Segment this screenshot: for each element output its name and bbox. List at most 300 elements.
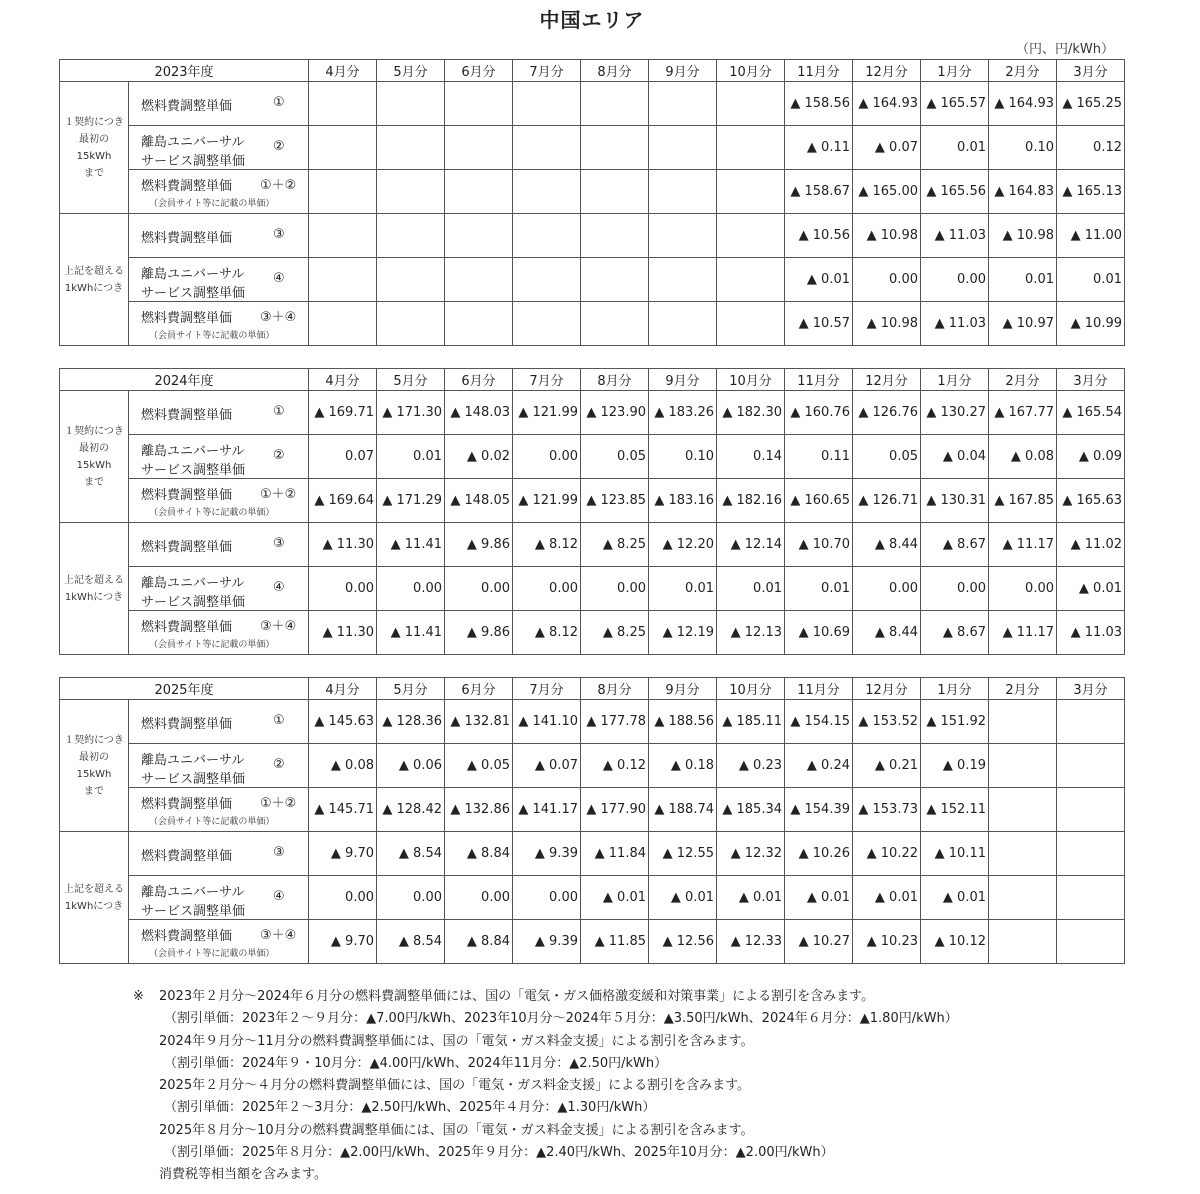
- month-header: 9月分: [649, 678, 717, 700]
- month-header: 8月分: [581, 369, 649, 391]
- value-cell: ▲ 121.99: [513, 479, 581, 523]
- value-cell: ▲ 9.39: [513, 920, 581, 964]
- value-cell: 0.05: [853, 435, 921, 479]
- month-header: 6月分: [445, 369, 513, 391]
- value-cell: ▲ 164.93: [989, 82, 1057, 126]
- value-cell: ▲ 185.11: [717, 700, 785, 744]
- row-label-text: サービス調整単価: [141, 595, 246, 610]
- table-row: [60, 435, 1125, 479]
- value-cell: ▲ 0.02: [445, 435, 513, 479]
- value-cell: ▲ 154.39: [785, 788, 853, 832]
- value-cell: [513, 214, 581, 258]
- value-cell: [377, 170, 445, 214]
- row-mark: ①＋②: [260, 796, 297, 811]
- value-cell: 0.01: [1057, 258, 1125, 302]
- value-cell: ▲ 160.76: [785, 391, 853, 435]
- member-site-note: （会員サイト等に記載の単価）: [149, 508, 275, 518]
- value-cell: ▲ 0.01: [853, 876, 921, 920]
- value-cell: ▲ 9.39: [513, 832, 581, 876]
- value-cell: ▲ 9.70: [309, 920, 377, 964]
- value-cell: ▲ 10.12: [921, 920, 989, 964]
- group-label-line: まで: [84, 167, 104, 179]
- month-header: 10月分: [717, 369, 785, 391]
- value-cell: ▲ 0.08: [309, 744, 377, 788]
- value-cell: ▲ 11.30: [309, 611, 377, 655]
- value-cell: ▲ 11.03: [921, 302, 989, 346]
- value-cell: ▲ 0.11: [785, 126, 853, 170]
- value-cell: ▲ 164.93: [853, 82, 921, 126]
- footnote-line: 2023年２月分～2024年６月分の燃料費調整単価には、国の「電気・ガス価格激変緩和対策事業」による割引を含みます。: [159, 989, 875, 1004]
- value-cell: [377, 82, 445, 126]
- value-cell: ▲ 0.01: [649, 876, 717, 920]
- row-mark: ①: [273, 404, 285, 419]
- group-first-15kwh: [60, 700, 129, 832]
- value-cell: ▲ 0.01: [921, 876, 989, 920]
- value-cell: ▲ 9.70: [309, 832, 377, 876]
- value-cell: ▲ 10.26: [785, 832, 853, 876]
- month-header: 3月分: [1057, 678, 1125, 700]
- value-cell: 0.00: [513, 876, 581, 920]
- value-cell: ▲ 10.22: [853, 832, 921, 876]
- value-cell: ▲ 148.05: [445, 479, 513, 523]
- month-header: 2月分: [989, 678, 1057, 700]
- table-row: [60, 126, 1125, 170]
- value-cell: [649, 126, 717, 170]
- value-cell: ▲ 9.86: [445, 523, 513, 567]
- value-cell: ▲ 9.86: [445, 611, 513, 655]
- value-cell: ▲ 8.54: [377, 832, 445, 876]
- row-label: [129, 832, 309, 876]
- month-header: 5月分: [377, 678, 445, 700]
- row-label-text: 離島ユニバーサル: [141, 444, 245, 459]
- group-label-line: 上記を超える: [64, 883, 124, 895]
- value-cell: [1057, 920, 1125, 964]
- row-mark: ②: [273, 448, 285, 463]
- row-label: [129, 523, 309, 567]
- value-cell: [717, 82, 785, 126]
- value-cell: [581, 126, 649, 170]
- value-cell: 0.01: [921, 126, 989, 170]
- value-cell: ▲ 12.19: [649, 611, 717, 655]
- value-cell: ▲ 130.31: [921, 479, 989, 523]
- value-cell: [581, 214, 649, 258]
- value-cell: ▲ 10.98: [853, 214, 921, 258]
- row-label-text: サービス調整単価: [141, 154, 246, 169]
- member-site-note: （会員サイト等に記載の単価）: [149, 331, 275, 341]
- value-cell: ▲ 12.32: [717, 832, 785, 876]
- value-cell: ▲ 185.34: [717, 788, 785, 832]
- month-header: 12月分: [853, 369, 921, 391]
- value-cell: ▲ 128.36: [377, 700, 445, 744]
- value-cell: ▲ 167.77: [989, 391, 1057, 435]
- value-cell: 0.11: [785, 435, 853, 479]
- month-header: 6月分: [445, 60, 513, 82]
- value-cell: 0.00: [513, 435, 581, 479]
- value-cell: [445, 170, 513, 214]
- value-cell: [513, 302, 581, 346]
- value-cell: ▲ 0.01: [717, 876, 785, 920]
- footnote-line: （割引単価：2025年２～3月分：▲2.50円/kWh、2025年４月分：▲1.30円/kWh）: [164, 1100, 656, 1116]
- row-label: [129, 920, 309, 964]
- group-label-line: まで: [84, 785, 104, 797]
- member-site-note: （会員サイト等に記載の単価）: [149, 817, 275, 827]
- value-cell: [989, 876, 1057, 920]
- value-cell: 0.00: [853, 567, 921, 611]
- row-label-text: 燃料費調整単価: [141, 849, 233, 864]
- value-cell: [513, 170, 581, 214]
- month-header: 7月分: [513, 369, 581, 391]
- group-first-15kwh: [60, 391, 129, 523]
- value-cell: [717, 126, 785, 170]
- value-cell: ▲ 165.63: [1057, 479, 1125, 523]
- value-cell: 0.00: [309, 876, 377, 920]
- row-label: [129, 876, 309, 920]
- value-cell: ▲ 177.78: [581, 700, 649, 744]
- table-row: [60, 920, 1125, 964]
- value-cell: 0.10: [649, 435, 717, 479]
- row-label-text: 燃料費調整単価: [141, 797, 233, 812]
- value-cell: 0.01: [989, 258, 1057, 302]
- header-row: [60, 678, 1125, 700]
- value-cell: ▲ 141.10: [513, 700, 581, 744]
- value-cell: ▲ 165.56: [921, 170, 989, 214]
- value-cell: [1057, 744, 1125, 788]
- value-cell: ▲ 169.71: [309, 391, 377, 435]
- table-row: [60, 82, 1125, 126]
- value-cell: ▲ 0.08: [989, 435, 1057, 479]
- value-cell: ▲ 8.67: [921, 523, 989, 567]
- value-cell: ▲ 132.81: [445, 700, 513, 744]
- value-cell: ▲ 169.64: [309, 479, 377, 523]
- value-cell: [581, 302, 649, 346]
- group-label-line: 1kWhにつき: [64, 282, 124, 294]
- row-label-text: 離島ユニバーサル: [141, 753, 245, 768]
- row-mark: ④: [273, 580, 285, 595]
- value-cell: [309, 170, 377, 214]
- table-row: [60, 876, 1125, 920]
- header-row: [60, 369, 1125, 391]
- row-label: [129, 258, 309, 302]
- value-cell: ▲ 0.05: [445, 744, 513, 788]
- month-header: 12月分: [853, 60, 921, 82]
- row-label-text: 燃料費調整単価: [141, 408, 233, 423]
- table-row: [60, 258, 1125, 302]
- row-mark: ③＋④: [260, 619, 297, 634]
- month-header: 4月分: [309, 60, 377, 82]
- group-label-line: 最初の: [79, 442, 109, 454]
- table-row: [60, 611, 1125, 655]
- value-cell: 0.00: [309, 567, 377, 611]
- row-label-text: 燃料費調整単価: [141, 717, 233, 732]
- value-cell: 0.00: [921, 567, 989, 611]
- month-header: 10月分: [717, 678, 785, 700]
- table-row: [60, 700, 1125, 744]
- value-cell: [309, 258, 377, 302]
- value-cell: ▲ 177.90: [581, 788, 649, 832]
- value-cell: ▲ 11.17: [989, 611, 1057, 655]
- value-cell: ▲ 11.30: [309, 523, 377, 567]
- value-cell: ▲ 8.84: [445, 920, 513, 964]
- value-cell: ▲ 0.01: [581, 876, 649, 920]
- value-cell: ▲ 165.25: [1057, 82, 1125, 126]
- row-mark: ④: [273, 889, 285, 904]
- value-cell: [309, 214, 377, 258]
- value-cell: ▲ 151.92: [921, 700, 989, 744]
- month-header: 4月分: [309, 678, 377, 700]
- value-cell: ▲ 0.06: [377, 744, 445, 788]
- value-cell: [649, 258, 717, 302]
- value-cell: ▲ 0.21: [853, 744, 921, 788]
- row-label: [129, 700, 309, 744]
- value-cell: [717, 214, 785, 258]
- row-label-text: 離島ユニバーサル: [141, 576, 245, 591]
- value-cell: ▲ 8.67: [921, 611, 989, 655]
- group-first-15kwh: [60, 82, 129, 214]
- value-cell: 0.01: [785, 567, 853, 611]
- value-cell: ▲ 0.24: [785, 744, 853, 788]
- row-label-text: サービス調整単価: [141, 772, 246, 787]
- value-cell: [1057, 700, 1125, 744]
- row-label-text: 燃料費調整単価: [141, 179, 233, 194]
- value-cell: [445, 302, 513, 346]
- footnote-line: 2025年８月分～10月分の燃料費調整単価には、国の「電気・ガス料金支援」による割引を含みます。: [159, 1122, 754, 1138]
- value-cell: ▲ 148.03: [445, 391, 513, 435]
- value-cell: ▲ 8.44: [853, 611, 921, 655]
- value-cell: ▲ 11.17: [989, 523, 1057, 567]
- value-cell: 0.00: [989, 567, 1057, 611]
- value-cell: ▲ 0.19: [921, 744, 989, 788]
- header-row: [60, 60, 1125, 82]
- footnotes: [133, 986, 958, 1187]
- value-cell: ▲ 11.00: [1057, 214, 1125, 258]
- value-cell: [989, 920, 1057, 964]
- value-cell: ▲ 171.29: [377, 479, 445, 523]
- value-cell: 0.10: [989, 126, 1057, 170]
- month-header: 8月分: [581, 678, 649, 700]
- table-row: [60, 788, 1125, 832]
- value-cell: 0.00: [921, 258, 989, 302]
- group-label-line: １契約につき: [64, 116, 124, 128]
- month-header: 1月分: [921, 678, 989, 700]
- month-header: 1月分: [921, 369, 989, 391]
- value-cell: [989, 700, 1057, 744]
- month-header: 2月分: [989, 369, 1057, 391]
- value-cell: ▲ 11.02: [1057, 523, 1125, 567]
- value-cell: ▲ 158.67: [785, 170, 853, 214]
- value-cell: ▲ 8.84: [445, 832, 513, 876]
- row-label: [129, 788, 309, 832]
- value-cell: ▲ 153.52: [853, 700, 921, 744]
- group-label-line: 最初の: [79, 133, 109, 145]
- group-label-line: １契約につき: [64, 734, 124, 746]
- row-mark: ②: [273, 139, 285, 154]
- value-cell: ▲ 8.12: [513, 523, 581, 567]
- month-header: 11月分: [785, 678, 853, 700]
- month-header: 3月分: [1057, 369, 1125, 391]
- table-row: [60, 832, 1125, 876]
- value-cell: ▲ 183.16: [649, 479, 717, 523]
- value-cell: ▲ 165.54: [1057, 391, 1125, 435]
- value-cell: [377, 126, 445, 170]
- value-cell: ▲ 132.86: [445, 788, 513, 832]
- value-cell: [989, 744, 1057, 788]
- group-label-line: 最初の: [79, 751, 109, 763]
- value-cell: [649, 82, 717, 126]
- value-cell: ▲ 165.00: [853, 170, 921, 214]
- footnote-line: 2025年２月分～４月分の燃料費調整単価には、国の「電気・ガス料金支援」による割引を含みます。: [159, 1078, 751, 1094]
- value-cell: [513, 126, 581, 170]
- month-header: 9月分: [649, 369, 717, 391]
- unit-label: （円、円/kWh）: [1015, 42, 1114, 57]
- value-cell: [445, 258, 513, 302]
- row-mark: ①＋②: [260, 178, 297, 193]
- row-label: [129, 567, 309, 611]
- footnote-line: （割引単価：2025年８月分：▲2.00円/kWh、2025年９月分：▲2.40円/kWh、2025年10月分：▲2.00円/kWh）: [164, 1145, 834, 1161]
- value-cell: ▲ 8.25: [581, 523, 649, 567]
- month-header: 3月分: [1057, 60, 1125, 82]
- value-cell: ▲ 11.41: [377, 611, 445, 655]
- row-label-text: 離島ユニバーサル: [141, 885, 245, 900]
- row-label: [129, 611, 309, 655]
- value-cell: ▲ 10.97: [989, 302, 1057, 346]
- value-cell: ▲ 0.01: [785, 258, 853, 302]
- value-cell: ▲ 123.85: [581, 479, 649, 523]
- value-cell: [717, 258, 785, 302]
- group-label-line: １契約につき: [64, 425, 124, 437]
- value-cell: ▲ 12.33: [717, 920, 785, 964]
- row-mark: ③: [273, 845, 285, 860]
- value-cell: ▲ 145.71: [309, 788, 377, 832]
- value-cell: ▲ 0.09: [1057, 435, 1125, 479]
- value-cell: ▲ 0.07: [513, 744, 581, 788]
- value-cell: [717, 170, 785, 214]
- month-header: 10月分: [717, 60, 785, 82]
- row-label: [129, 126, 309, 170]
- month-header: 11月分: [785, 60, 853, 82]
- value-cell: ▲ 10.99: [1057, 302, 1125, 346]
- value-cell: ▲ 165.57: [921, 82, 989, 126]
- value-cell: ▲ 0.18: [649, 744, 717, 788]
- member-site-note: （会員サイト等に記載の単価）: [149, 949, 275, 959]
- group-label-line: 1kWhにつき: [64, 900, 124, 912]
- footnote-mark: ※: [133, 989, 144, 1004]
- group-label-line: 15kWh: [76, 459, 112, 471]
- value-cell: [581, 82, 649, 126]
- value-cell: 0.00: [377, 567, 445, 611]
- member-site-note: （会員サイト等に記載の単価）: [149, 199, 275, 209]
- value-cell: ▲ 0.23: [717, 744, 785, 788]
- value-cell: ▲ 11.03: [1057, 611, 1125, 655]
- value-cell: ▲ 8.12: [513, 611, 581, 655]
- value-cell: [649, 214, 717, 258]
- value-cell: 0.01: [717, 567, 785, 611]
- value-cell: [717, 302, 785, 346]
- footnote-line: （割引単価：2023年２～９月分：▲7.00円/kWh、2023年10月分～2024年５月分：▲3.50円/kWh、2024年６月分：▲1.80円/kWh）: [164, 1011, 958, 1027]
- group-label-line: まで: [84, 476, 104, 488]
- value-cell: [649, 302, 717, 346]
- value-cell: 0.07: [309, 435, 377, 479]
- value-cell: 0.00: [513, 567, 581, 611]
- value-cell: 0.00: [377, 876, 445, 920]
- group-over-1kwh: [60, 832, 129, 964]
- value-cell: ▲ 171.30: [377, 391, 445, 435]
- value-cell: ▲ 12.20: [649, 523, 717, 567]
- value-cell: [513, 258, 581, 302]
- value-cell: ▲ 164.83: [989, 170, 1057, 214]
- row-label-text: 燃料費調整単価: [141, 620, 233, 635]
- row-label-text: サービス調整単価: [141, 286, 246, 301]
- value-cell: ▲ 130.27: [921, 391, 989, 435]
- row-label-text: サービス調整単価: [141, 463, 246, 478]
- month-header: 8月分: [581, 60, 649, 82]
- value-cell: ▲ 11.03: [921, 214, 989, 258]
- row-mark: ①: [273, 713, 285, 728]
- month-header: 7月分: [513, 60, 581, 82]
- value-cell: ▲ 12.56: [649, 920, 717, 964]
- table-row: [60, 479, 1125, 523]
- row-label-text: 燃料費調整単価: [141, 311, 233, 326]
- fiscal-year-table: [59, 59, 1125, 346]
- row-mark: ③: [273, 536, 285, 551]
- value-cell: ▲ 167.85: [989, 479, 1057, 523]
- group-over-1kwh: [60, 214, 129, 346]
- value-cell: [649, 170, 717, 214]
- value-cell: [309, 302, 377, 346]
- table-row: [60, 391, 1125, 435]
- table-row: [60, 523, 1125, 567]
- value-cell: [445, 82, 513, 126]
- value-cell: [581, 170, 649, 214]
- value-cell: ▲ 0.07: [853, 126, 921, 170]
- value-cell: ▲ 11.85: [581, 920, 649, 964]
- value-cell: [581, 258, 649, 302]
- value-cell: 0.05: [581, 435, 649, 479]
- row-mark: ①＋②: [260, 487, 297, 502]
- value-cell: 0.00: [853, 258, 921, 302]
- row-label: [129, 170, 309, 214]
- value-cell: ▲ 123.90: [581, 391, 649, 435]
- row-label-text: サービス調整単価: [141, 904, 246, 919]
- value-cell: ▲ 10.98: [989, 214, 1057, 258]
- value-cell: 0.00: [581, 567, 649, 611]
- row-label-text: 燃料費調整単価: [141, 540, 233, 555]
- value-cell: 0.01: [377, 435, 445, 479]
- value-cell: ▲ 10.11: [921, 832, 989, 876]
- value-cell: ▲ 8.25: [581, 611, 649, 655]
- value-cell: ▲ 126.71: [853, 479, 921, 523]
- row-mark: ③: [273, 227, 285, 242]
- month-header: 6月分: [445, 678, 513, 700]
- row-label: [129, 214, 309, 258]
- value-cell: ▲ 12.14: [717, 523, 785, 567]
- month-header: 4月分: [309, 369, 377, 391]
- value-cell: ▲ 188.74: [649, 788, 717, 832]
- value-cell: ▲ 11.41: [377, 523, 445, 567]
- value-cell: [377, 258, 445, 302]
- row-label: [129, 391, 309, 435]
- month-header: 5月分: [377, 60, 445, 82]
- fiscal-year-table: [59, 677, 1125, 964]
- value-cell: ▲ 8.44: [853, 523, 921, 567]
- value-cell: [445, 214, 513, 258]
- month-header: 9月分: [649, 60, 717, 82]
- value-cell: [513, 82, 581, 126]
- footnote-line: 2024年９月分～11月分の燃料費調整単価には、国の「電気・ガス料金支援」による割引を含みます。: [159, 1033, 754, 1049]
- row-mark: ③＋④: [260, 928, 297, 943]
- fiscal-year-header: 2025年度: [60, 678, 309, 700]
- value-cell: [1057, 832, 1125, 876]
- value-cell: ▲ 12.55: [649, 832, 717, 876]
